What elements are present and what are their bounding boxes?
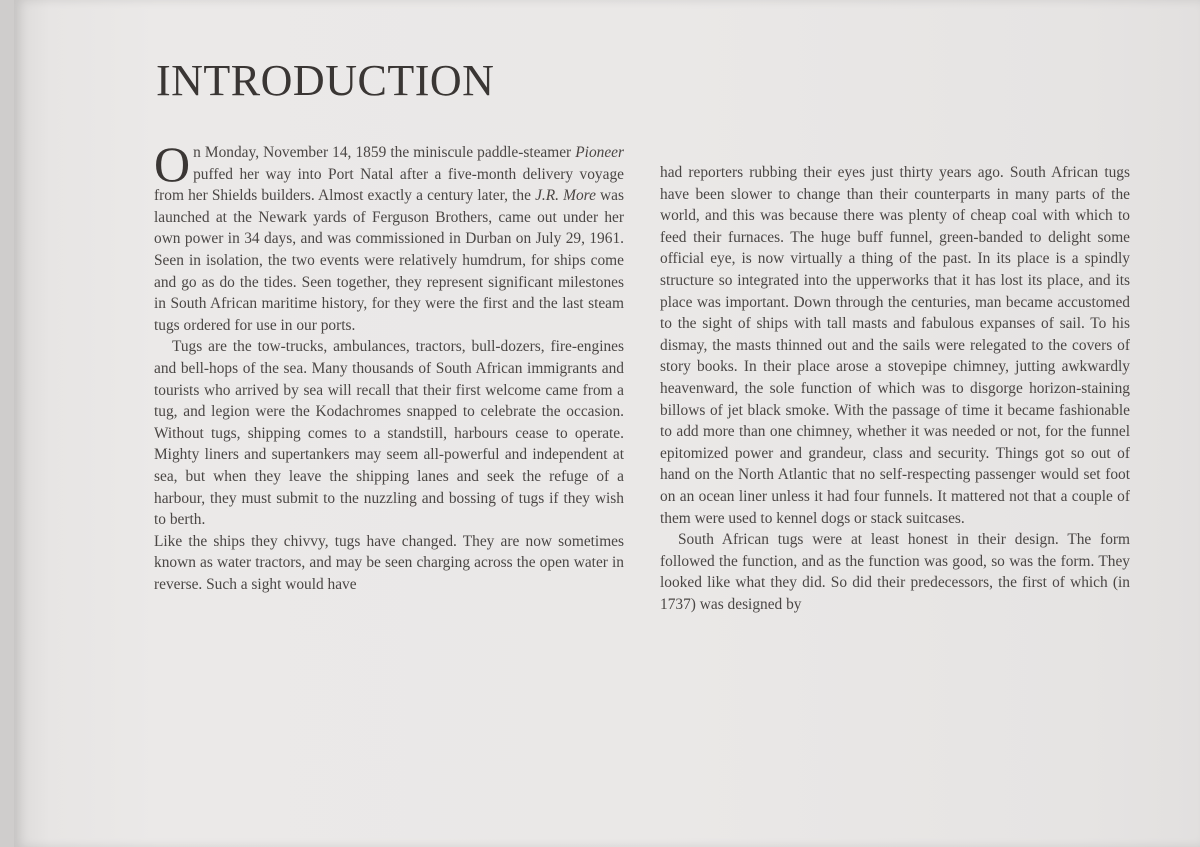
drop-cap-letter: O <box>154 136 191 192</box>
paragraph-opening <box>154 136 624 336</box>
ship-name: J.R. More <box>535 187 596 205</box>
paragraph-design: South African tugs were at least honest in their design. The form followed the function, and as the function was good, so was the form. They looked like what they did. So did their predecessors, the first of which (in 1737) was designed by <box>660 531 1130 613</box>
page-heading: INTRODUCTION <box>156 56 495 105</box>
book-page <box>14 0 1200 847</box>
right-text-column <box>660 162 1130 615</box>
paragraph-text: puffed her way into Port Natal after a five-month delivery voyage from her Shields builders. Almost exactly a century later, the <box>154 165 624 205</box>
paragraph-tugs: Tugs are the tow-trucks, ambulances, tractors, bull-dozers, fire-engines and bell-hops of the sea. Many thousands of South African immigrants and tourists who arrived by sea will recall that their first welcome came from a tug, and legion were the Kodachromes snapped to celebrate the occasion. Without tugs, shipping comes to a standstill, harbours cease to operate. Mighty liners and supertankers may seem all-powerful and independent at sea, but when they leave the shipping lanes and seek the refuge of a harbour, they must submit to the nuzzling and bossing of tugs if they wish to berth. <box>154 338 624 529</box>
paragraph-continued: had reporters rubbing their eyes just thirty years ago. South African tugs have been slower to change than their counterparts in many parts of the world, and this was because there was plenty of cheap coal with which to feed their furnaces. The huge buff funnel, green-banded to delight some official eye, is now virtually a thing of the past. In its place is a spindly structure so integrated into the upperworks that it has lost its place, and its place was important. Down through the centuries, man became accustomed to the sight of ships with tall masts and fabulous expanses of sail. To his dismay, the masts thinned out and the sails were relegated to the covers of story books. In their place arose a stovepipe chimney, jutting awkwardly heavenward, the sole function of which was to disgorge horizon-staining billows of jet black smoke. With the passage of time it became fashionable to add more than one chimney, whether it was needed or not, for the funnel epitomized power and grandeur, class and security. Things got so out of hand on the North Atlantic that no self-respecting passenger would set foot on an ocean liner unless it had four funnels. It mattered not that a couple of them were used to kennel dogs or stack suitcases. <box>660 164 1130 527</box>
paragraph-text: n Monday, November 14, 1859 the miniscule paddle-steamer <box>193 144 576 161</box>
paragraph-change: Like the ships they chivvy, tugs have changed. They are now sometimes known as water tractors, and may be seen charging across the open water in reverse. Such a sight would have <box>154 532 624 593</box>
ship-name: Pioneer <box>575 144 624 161</box>
left-text-column <box>154 136 624 595</box>
paragraph-text: was launched at the Newark yards of Ferguson Brothers, came out under her own power in 34 days, and was commissioned in Durban on July 29, 1961. Seen in isolation, the two events were relatively humdrum, for ships come and go as do the tides. Seen together, they represent significant milestones in South African maritime history, for they were the first and the last steam tugs ordered for use in our ports. <box>154 187 624 334</box>
